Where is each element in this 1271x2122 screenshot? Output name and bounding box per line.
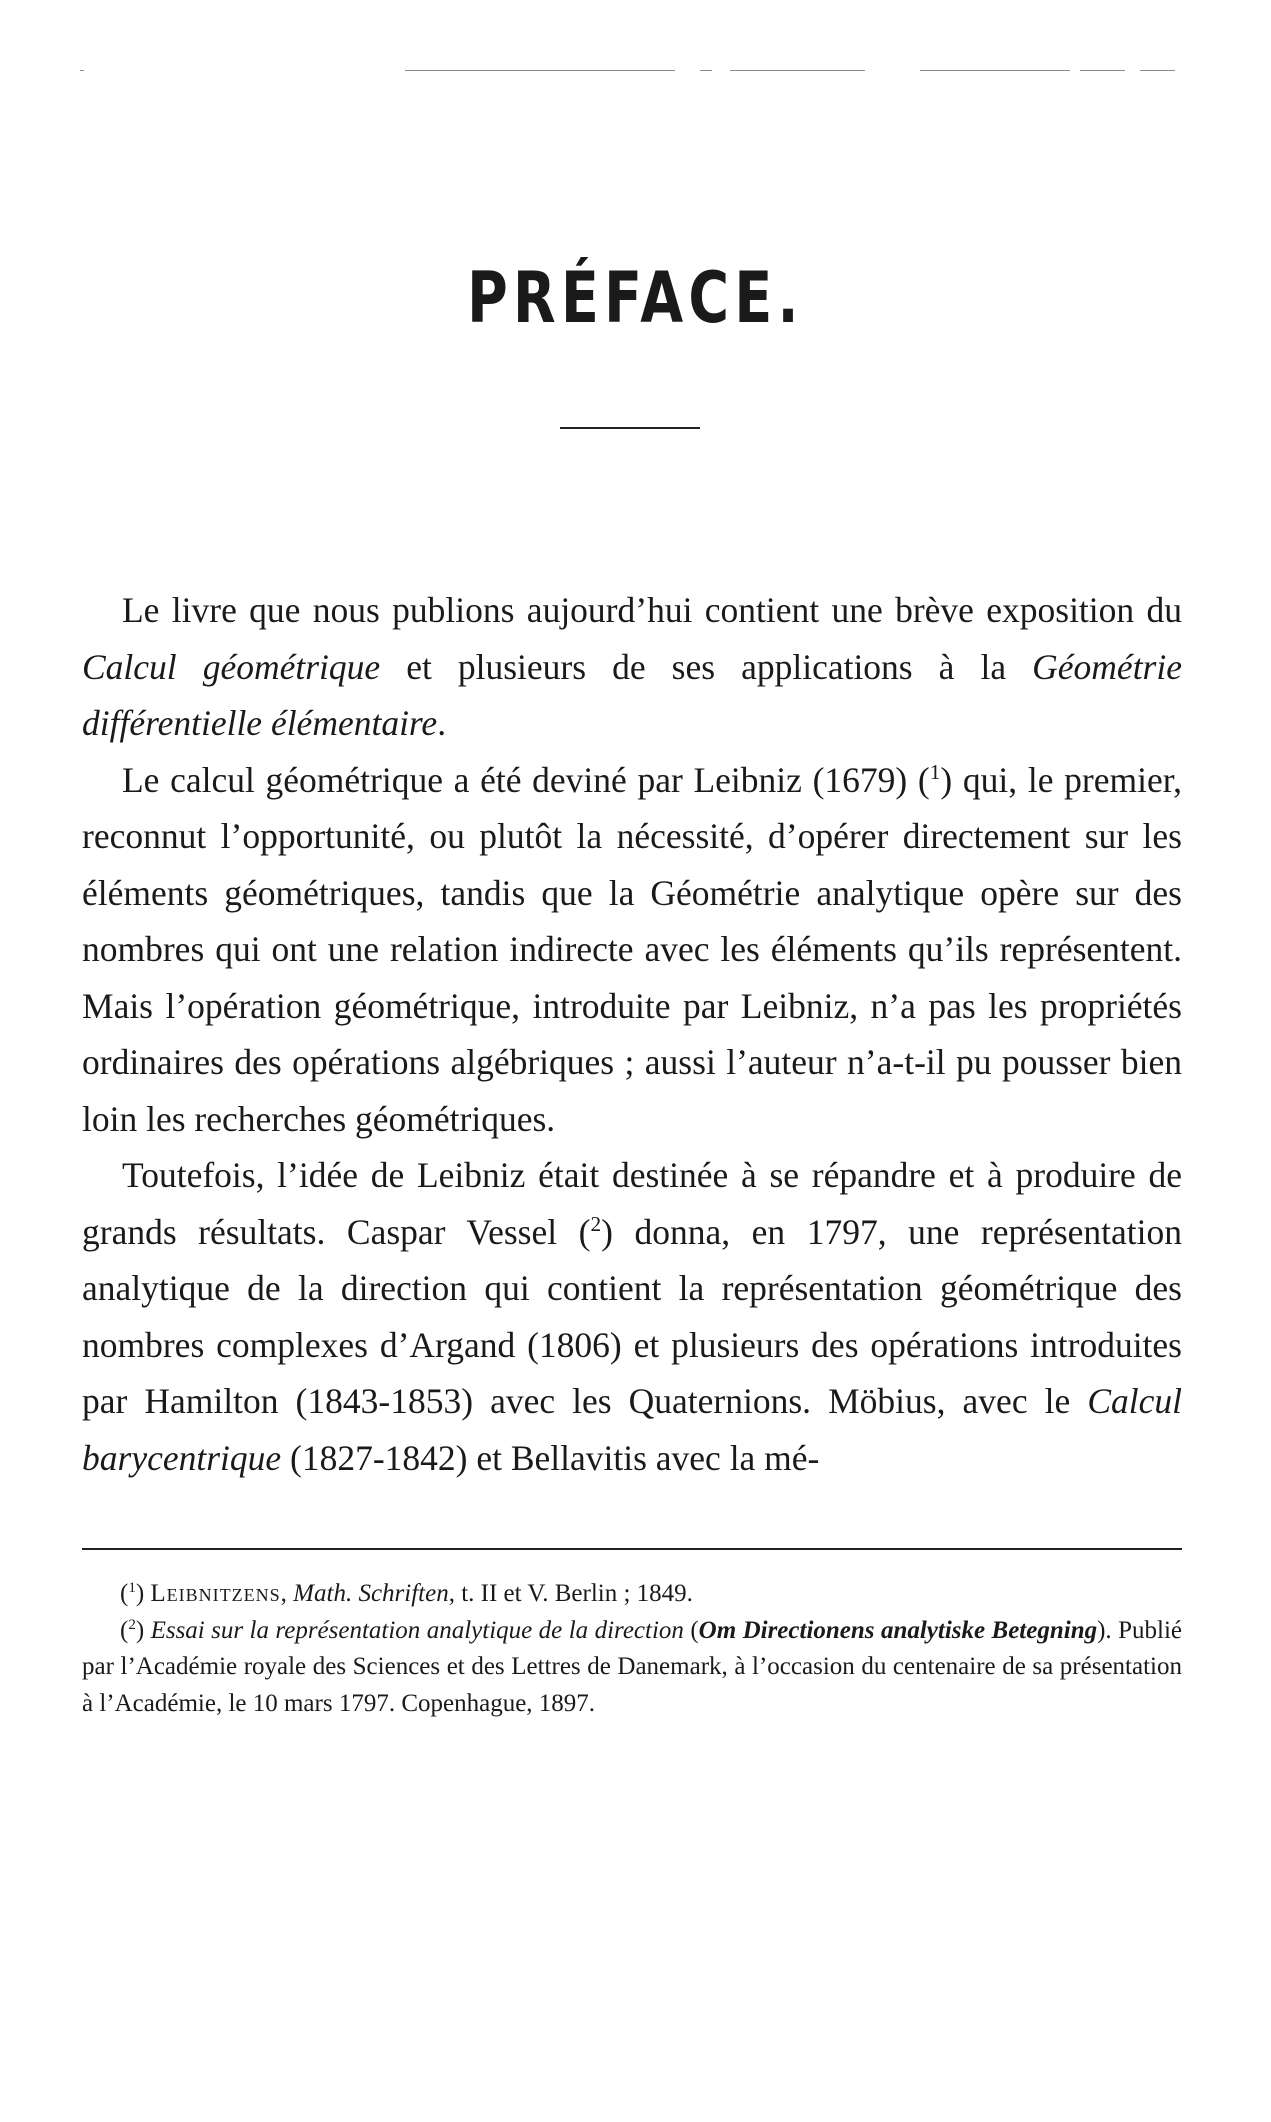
footnote-reference: 1 bbox=[128, 1580, 136, 1596]
paragraph bbox=[82, 582, 1182, 752]
scan-mark bbox=[80, 70, 84, 71]
footnote-reference: 2 bbox=[590, 1211, 602, 1236]
scan-mark bbox=[730, 70, 865, 71]
author-name: Leibnitzens bbox=[150, 1580, 281, 1607]
footnote bbox=[82, 1613, 1182, 1723]
text-run: ( bbox=[120, 1580, 129, 1607]
scan-mark bbox=[700, 70, 712, 71]
footnote-rule-divider bbox=[82, 1548, 1182, 1550]
text-run: , t. II et V. Berlin ; 1849. bbox=[448, 1580, 693, 1607]
italic-text-run: Om Directionens analytiske Betegning bbox=[698, 1616, 1098, 1644]
text-run: ( bbox=[683, 1616, 699, 1644]
text-run: Le livre que nous publions aujourd’hui contient une brève exposition du bbox=[122, 590, 1182, 630]
scan-mark bbox=[405, 70, 675, 71]
italic-text-run: Calcul barycentrique bbox=[82, 1381, 1182, 1478]
footnote-reference: 1 bbox=[929, 759, 941, 784]
italic-text-run: Math. Schriften bbox=[293, 1580, 449, 1607]
text-run: ). Publié par l’Académie royale des Sciences et des Lettres de Danemark, à l’occasion du centenaire de sa présentation à l’Académie, le 10 mars 1797. Copenhague, 1897. bbox=[82, 1616, 1182, 1717]
scan-mark bbox=[1080, 70, 1125, 71]
scan-artifact-marks bbox=[80, 70, 1175, 72]
text-run: (1827-1842) et Bellavitis avec la mé- bbox=[281, 1437, 820, 1478]
page-title: PRÉFACE. bbox=[467, 257, 804, 339]
preface-body bbox=[82, 582, 1182, 1486]
text-run: et plusieurs de ses applications à la bbox=[380, 646, 1033, 687]
footnote bbox=[82, 1576, 1182, 1613]
italic-text-run: Géométrie différentielle élémentaire bbox=[82, 646, 1182, 743]
italic-text-run: Essai sur la représentation analytique de la direction bbox=[150, 1616, 684, 1644]
italic-text-run: Calcul géométrique bbox=[82, 646, 381, 687]
text-run: ( bbox=[120, 1616, 129, 1644]
text-run: ) qui, le premier, reconnut l’opportunité, ou plutôt la nécessité, d’opérer directement sur les éléments géométriques, tandis que la Géométrie analytique opère sur des nombres qui ont une relation indirecte avec les éléments qu’ils représentent. Mais l’opération géométrique, introduite par Leibniz, n’a pas les propriétés ordinaires des opérations algébriques ; aussi l’auteur n’a-t-il pu pousser bien loin les recherches géométriques. bbox=[82, 759, 1182, 1139]
scan-mark bbox=[920, 70, 1070, 71]
text-run: ) bbox=[135, 1616, 151, 1644]
footnotes bbox=[82, 1576, 1182, 1722]
text-run: Toutefois, l’idée de Leibniz était destinée à se répandre et à produire de grands résultats. Caspar Vessel ( bbox=[82, 1155, 1182, 1252]
title-rule-divider bbox=[560, 427, 700, 429]
text-run: Le calcul géométrique a été deviné par Leibniz (1679) ( bbox=[122, 759, 930, 800]
text-run: ) donna, en 1797, une représentation analytique de la direction qui contient la représentation géométrique des nombres complexes d’Argand (1806) et plusieurs des opérations introduites par Hamilton (1843-1853) avec les Quaternions. Möbius, avec le bbox=[82, 1211, 1182, 1421]
scan-mark bbox=[1140, 70, 1175, 71]
paragraph bbox=[82, 1147, 1182, 1486]
text-run: . bbox=[437, 703, 447, 743]
paragraph bbox=[82, 752, 1182, 1148]
text-run: ) bbox=[135, 1580, 151, 1607]
text-run: , bbox=[280, 1580, 294, 1607]
footnote-reference: 2 bbox=[128, 1616, 136, 1633]
